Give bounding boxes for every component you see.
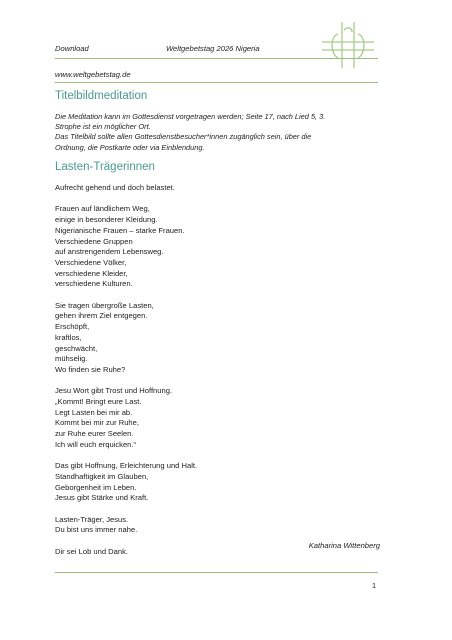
poem-stanza: [55, 301, 385, 376]
poem-line: Wo finden sie Ruhe?: [55, 364, 126, 374]
poem-line: Aufrecht gehend und doch belastet.: [55, 183, 175, 192]
poem-line: mühselig.: [55, 354, 88, 364]
poem-line: zur Ruhe eurer Seelen.: [55, 429, 134, 439]
poem-line: „Kommt! Bringt eure Last.: [55, 397, 142, 407]
poem-stanza: [55, 461, 385, 504]
poem-line: Du bist uns immer nahe.: [55, 525, 138, 535]
footer-rule: [55, 572, 378, 573]
poem-line: Ich will euch erquicken.“: [55, 439, 137, 449]
poem-line: einige in besonderer Kleidung.: [55, 215, 158, 225]
poem-line: Jesu Wort gibt Trost und Hoffnung.: [55, 386, 173, 396]
wgt-cross-logo-icon: [318, 18, 378, 78]
poem-line: verschiedene Kulturen.: [55, 279, 133, 289]
poem-line: Kommt bei mir zur Ruhe,: [55, 418, 139, 428]
header-event-title: Weltgebetstag 2026 Nigeria: [166, 44, 260, 53]
poem-line: kraftlos,: [55, 332, 82, 342]
poem-stanza: [55, 386, 385, 450]
poem-line: geschwächt,: [55, 343, 98, 353]
author-name: Katharina Wittenberg: [308, 541, 380, 550]
poem-line: Legt Lasten bei mir ab.: [55, 407, 133, 417]
intro-text: [55, 112, 395, 153]
section-title-lasten-traegerinnen: Lasten-Trägerinnen: [55, 161, 155, 173]
poem-line: auf anstrengendem Lebensweg.: [55, 247, 164, 257]
poem-line: verschiedene Kleider,: [55, 268, 128, 278]
website-rule: [55, 82, 378, 83]
poem-line: Erschöpft,: [55, 322, 90, 332]
poem-line: Verschiedene Gruppen: [55, 236, 133, 246]
poem-stanza: [55, 183, 385, 194]
poem-line: Verschiedene Völker,: [55, 257, 127, 267]
intro-line: Strophe ist ein möglicher Ort.: [55, 122, 151, 132]
header-rule: [55, 58, 378, 59]
intro-line: Die Meditation kann im Gottesdienst vorgetragen werden; Seite 17, nach Lied 5, 3.: [55, 112, 326, 121]
poem-line: Frauen auf ländlichem Weg,: [55, 204, 150, 214]
website-link[interactable]: www.weltgebetstag.de: [55, 70, 131, 79]
intro-line: Das Titelbild sollte allen Gottesdienstbesucher*innen zugänglich sein, über die: [55, 132, 312, 142]
poem-line: Dir sei Lob und Dank.: [55, 546, 129, 556]
poem-line: gehen ihrem Ziel entgegen.: [55, 311, 148, 321]
poem: [55, 183, 385, 568]
poem-line: Das gibt Hoffnung, Erleichterung und Halt.: [55, 461, 198, 471]
poem-stanza: [55, 204, 385, 290]
poem-stanza: [55, 515, 385, 536]
poem-line: Jesus gibt Stärke und Kraft.: [55, 493, 149, 503]
section-title-titelbildmeditation: Titelbildmeditation: [55, 90, 148, 102]
intro-line: Ordnung, die Postkarte oder via Einblendung.: [55, 142, 205, 152]
page-number: 1: [372, 581, 377, 590]
poem-line: Nigerianische Frauen – starke Frauen.: [55, 225, 185, 235]
poem-line: Lasten-Träger, Jesus.: [55, 514, 129, 524]
header-download: Download: [55, 44, 89, 53]
poem-line: Standhaftigkeit im Glauben,: [55, 471, 149, 481]
poem-line: Geborgenheit im Leben.: [55, 482, 137, 492]
poem-line: Sie tragen übergroße Lasten,: [55, 300, 154, 310]
